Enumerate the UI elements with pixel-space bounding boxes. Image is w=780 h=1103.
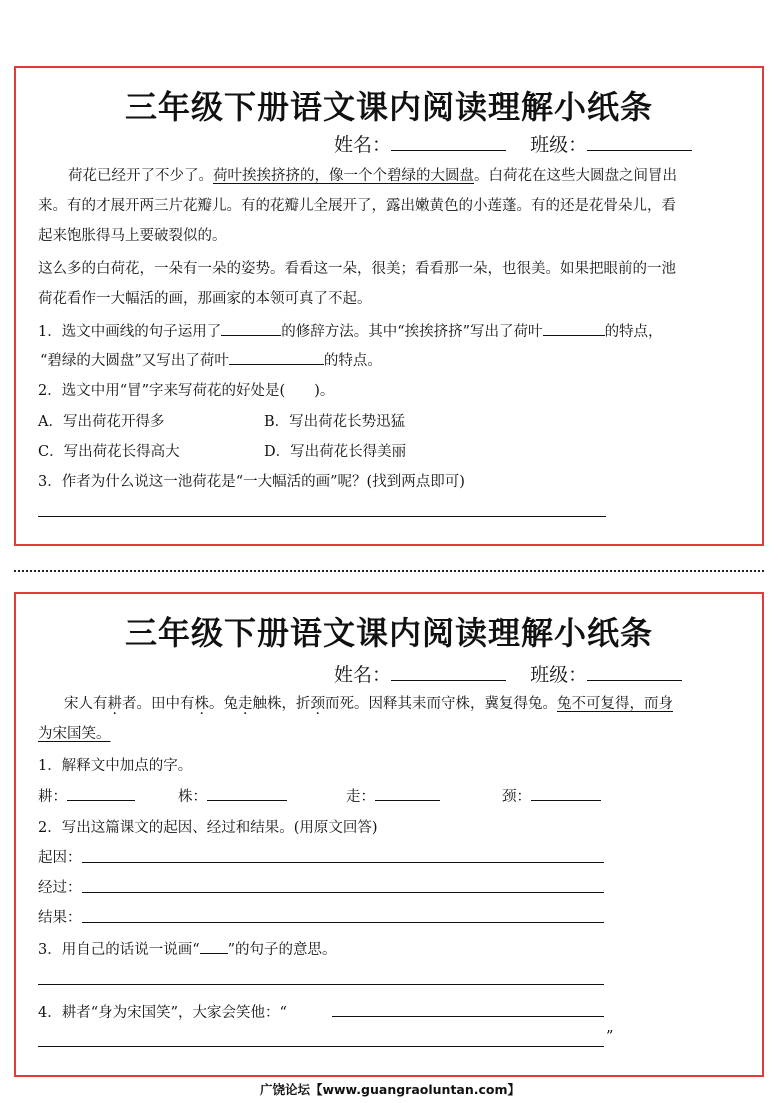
cause-answer-line[interactable] bbox=[82, 862, 604, 863]
process-answer-line[interactable] bbox=[82, 892, 604, 893]
dotted-char: 颈 bbox=[310, 696, 325, 712]
question-2: 2．写出这篇课文的起因、经过和结果。(用原文回答) bbox=[38, 820, 378, 836]
card-title: 三年级下册语文课内阅读理解小纸条 bbox=[124, 88, 653, 126]
question-3: 3．作者为什么说这一池荷花是“一大幅活的画”呢？(找到两点即可) bbox=[38, 474, 465, 490]
word-gloss: 颈： bbox=[502, 785, 601, 806]
cause-label: 起因： bbox=[38, 850, 82, 866]
word-gloss: 耕： bbox=[38, 785, 135, 806]
question-1: 1．解释文中加点的字。 bbox=[38, 758, 193, 774]
option-d[interactable]: D．写出荷花长得美丽 bbox=[264, 444, 407, 460]
question-4: 4．耕者“身为宋国笑”，大家会笑他：“ bbox=[38, 1005, 287, 1021]
name-field[interactable] bbox=[391, 664, 506, 681]
footer-source: 广饶论坛【www.guangraoluntan.com】 bbox=[259, 1082, 521, 1097]
name-field[interactable] bbox=[391, 134, 506, 151]
word-gloss: 株： bbox=[178, 785, 287, 806]
passage-line bbox=[38, 722, 111, 743]
passage-line: 这么多的白荷花，一朵有一朵的姿势。看看这一朵，很美；看看那一朵，也很美。如果把眼前的一池 bbox=[38, 261, 676, 277]
process-label: 经过： bbox=[38, 880, 82, 896]
name-class-row bbox=[334, 130, 692, 157]
dotted-char: 株 bbox=[194, 696, 209, 712]
class-field[interactable] bbox=[587, 664, 682, 681]
underlined-sentence: 兔不可复得，而身 bbox=[557, 696, 673, 712]
result-label: 结果： bbox=[38, 910, 82, 926]
answer-line[interactable] bbox=[38, 1046, 604, 1047]
answer-line[interactable] bbox=[38, 984, 604, 985]
name-label: 姓名： bbox=[334, 664, 392, 686]
worksheet-card-1 bbox=[14, 66, 764, 546]
answer-blank bbox=[200, 941, 228, 954]
class-label: 班级： bbox=[530, 664, 588, 686]
option-c[interactable]: C．写出荷花长得高大 bbox=[38, 444, 180, 460]
option-b[interactable]: B．写出荷花长势迅猛 bbox=[264, 414, 406, 430]
dotted-char: 耕 bbox=[107, 696, 122, 712]
passage-line: 荷花看作一大幅活的画，那画家的本领可真了不起。 bbox=[38, 291, 372, 307]
passage-line: 宋人有耕者。田中有株。兔走触株，折颈而死。因释其耒而守株，冀复得兔。兔不可复得，而身 bbox=[64, 696, 673, 712]
answer-line[interactable] bbox=[38, 516, 606, 517]
answer-blank[interactable] bbox=[67, 788, 135, 801]
question-2: 2．选文中用“冒”字来写荷花的好处是( )。 bbox=[38, 383, 335, 399]
option-a[interactable]: A．写出荷花开得多 bbox=[38, 414, 165, 430]
dotted-char: 走 bbox=[238, 696, 253, 712]
question-1-cont: “碧绿的大圆盘”又写出了荷叶 的特点。 bbox=[40, 353, 382, 369]
closing-quote: ” bbox=[606, 1029, 614, 1045]
class-field[interactable] bbox=[587, 134, 692, 151]
question-3: 3．用自己的话说一说画“ ”的句子的意思。 bbox=[38, 942, 337, 958]
answer-blank[interactable] bbox=[543, 323, 605, 336]
card-title: 三年级下册语文课内阅读理解小纸条 bbox=[124, 614, 653, 652]
result-answer-line[interactable] bbox=[82, 922, 604, 923]
class-label: 班级： bbox=[530, 134, 588, 156]
name-label: 姓名： bbox=[334, 134, 392, 156]
name-class-row bbox=[334, 660, 682, 687]
question-1: 1．选文中画线的句子运用了 的修辞方法。其中“挨挨挤挤”写出了荷叶 的特点， bbox=[38, 324, 663, 340]
word-gloss: 走： bbox=[346, 785, 440, 806]
answer-blank[interactable] bbox=[221, 323, 281, 336]
cut-line-divider bbox=[14, 570, 764, 572]
passage-line: 荷花已经开了不少了。荷叶挨挨挤挤的，像一个个碧绿的大圆盘。白荷花在这些大圆盘之间冒出 bbox=[68, 168, 677, 184]
answer-blank[interactable] bbox=[531, 788, 601, 801]
answer-line[interactable] bbox=[332, 1016, 604, 1017]
answer-blank[interactable] bbox=[375, 788, 440, 801]
underlined-sentence: 为宋国笑。 bbox=[38, 726, 111, 742]
passage-line: 来。有的才展开两三片花瓣儿。有的花瓣儿全展开了，露出嫩黄色的小莲蓬。有的还是花骨朵儿，看 bbox=[38, 198, 676, 214]
worksheet-card-2 bbox=[14, 592, 764, 1077]
passage-line: 起来饱胀得马上要破裂似的。 bbox=[38, 228, 227, 244]
answer-blank[interactable] bbox=[229, 352, 324, 365]
answer-blank[interactable] bbox=[207, 788, 287, 801]
underlined-sentence: 荷叶挨挨挤挤的，像一个个碧绿的大圆盘 bbox=[213, 168, 474, 184]
